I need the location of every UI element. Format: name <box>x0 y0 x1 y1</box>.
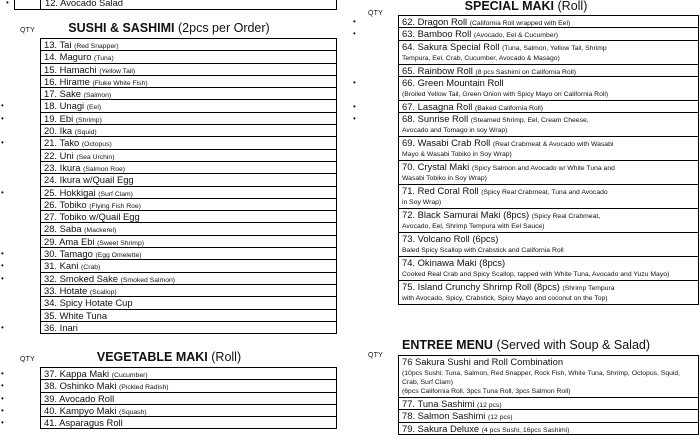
qty-box[interactable] <box>370 281 399 304</box>
menu-row <box>1 416 336 429</box>
item-desc-line: Cooked Real Crab and Spicy Scallop, tapped with White Tuna, Avocado and Yuzu Mayo) <box>402 271 670 279</box>
marker: • <box>353 114 356 124</box>
item-desc-line: Avocado and Tomago in soy Wrap) <box>402 127 508 135</box>
item-name: 21. Tako <box>44 137 80 149</box>
qty-box[interactable] <box>370 65 399 76</box>
item-desc: (Shrimp) <box>75 116 102 124</box>
qty-box[interactable] <box>15 199 41 210</box>
qty-box[interactable] <box>15 368 41 379</box>
qty-box[interactable] <box>15 393 41 404</box>
menu-row <box>399 280 698 304</box>
entree-header <box>352 331 700 359</box>
marker: • <box>1 101 4 111</box>
menu-row <box>399 422 698 434</box>
qty-box[interactable] <box>370 398 399 409</box>
qty-box[interactable] <box>15 88 41 99</box>
qty-box[interactable] <box>15 273 41 284</box>
item-name: 31. Kani <box>44 260 79 272</box>
menu-row <box>1 112 336 124</box>
menu-row <box>41 222 336 234</box>
menu-row <box>399 184 698 208</box>
qty-label: QTY <box>368 10 383 17</box>
marker: • <box>1 138 4 148</box>
order-row <box>6 0 337 10</box>
item-desc: (Octopus) <box>81 141 112 149</box>
qty-box[interactable] <box>370 113 399 136</box>
item-desc: (Flying Fish Roe) <box>89 202 141 210</box>
menu-row <box>1 272 336 284</box>
item-name: 17. Sake <box>44 88 82 100</box>
menu-row <box>41 284 336 296</box>
item-name: 20. Ika <box>44 125 73 137</box>
item-desc: (Red Snapper) <box>74 43 119 50</box>
marker: • <box>353 17 356 26</box>
qty-label: QTY <box>20 356 35 363</box>
item-desc: (Cucumber) <box>111 372 148 379</box>
menu-row <box>399 160 698 184</box>
subtitle-text: (2pcs per Order) <box>178 21 270 35</box>
item-name: 74. Okinawa Maki (8pcs) <box>402 257 506 269</box>
marker: • <box>1 273 4 283</box>
item-desc: (4 pcs Sushi, 16pcs Sashimi) <box>481 426 570 434</box>
menu-row <box>1 99 336 112</box>
menu-row <box>41 124 336 136</box>
marker: • <box>1 249 4 259</box>
marker: • <box>1 381 4 391</box>
qty-box[interactable] <box>15 260 41 271</box>
item-desc: (Squid) <box>74 129 97 137</box>
menu-row <box>399 40 698 64</box>
item-desc: (Shrimp Tempura <box>562 285 615 293</box>
qty-box[interactable] <box>15 297 41 308</box>
marker: • <box>353 101 356 111</box>
menu-row <box>1 321 336 333</box>
menu-row <box>41 210 336 222</box>
item-desc: (Salmon) <box>83 92 112 100</box>
item-desc: (Smoked Salmon) <box>120 276 176 284</box>
qty-box[interactable] <box>15 137 41 148</box>
item-desc: (8 pcs Sashimi on California Roll) <box>475 68 576 76</box>
section-title <box>352 338 700 352</box>
entree-table <box>398 355 699 435</box>
menu-row <box>1 367 336 379</box>
item-name: 19. Ebi <box>44 112 74 124</box>
qty-label: QTY <box>368 352 383 359</box>
menu-row <box>353 15 698 27</box>
sushi-header <box>0 14 338 36</box>
qty-box[interactable] <box>15 162 41 173</box>
item-name: 15. Hamachi <box>44 63 97 75</box>
item-name: 13. Tai <box>44 39 72 50</box>
menu-row <box>1 259 336 272</box>
item-name: 73. Volcano Roll (6pcs) <box>402 233 499 245</box>
item-desc: (Eel) <box>86 104 102 112</box>
section-title <box>0 21 338 35</box>
item-name: 70. Crystal Maki <box>402 161 470 173</box>
title-text: SUSHI & SASHIMI <box>68 21 175 35</box>
item-desc-line: Baled Spicy Scallop with Crabstick and California Roll <box>402 247 564 255</box>
qty-box[interactable] <box>370 233 399 256</box>
item-name: 32. Smoked Sake <box>44 272 119 284</box>
qty-box[interactable] <box>370 209 399 232</box>
qty-box[interactable] <box>15 125 41 136</box>
item-name: 38. Oshinko Maki <box>44 380 117 392</box>
section-title <box>0 350 338 364</box>
item-desc: (Spicy Real Crabmeat, <box>531 213 601 221</box>
menu-row <box>353 27 698 40</box>
item-desc: (Steamed Shrimp, Eel, Cream Cheese, <box>470 117 589 125</box>
qty-box[interactable] <box>15 187 41 198</box>
item-name: 40. Kampyo Maki <box>44 404 117 416</box>
menu-row <box>399 208 698 232</box>
item-name: 76 Sakura Sushi and Roll Combination <box>402 356 564 367</box>
item-name: 36. Inari <box>44 321 78 333</box>
menu-row <box>41 235 336 247</box>
marker: • <box>1 393 4 403</box>
menu-row <box>41 50 336 62</box>
special-table <box>353 15 699 305</box>
item-desc: (Real Crabmeat & Avocado with Wasabi <box>492 141 614 149</box>
marker: • <box>1 369 4 378</box>
marker: • <box>1 187 4 197</box>
menu-row <box>41 149 336 161</box>
qty-box[interactable] <box>370 137 399 160</box>
qty-box[interactable] <box>370 185 399 208</box>
section-title <box>352 0 700 13</box>
qty-box[interactable] <box>370 28 399 39</box>
item-name: 26. Tobiko <box>44 198 87 210</box>
qty-box[interactable] <box>15 113 41 124</box>
item-name: 25. Hokkigai <box>44 186 96 198</box>
menu-row <box>1 136 336 149</box>
item-desc: (Scallop) <box>89 288 117 296</box>
menu-row <box>1 247 336 260</box>
qty-box[interactable] <box>15 211 41 222</box>
marker: • <box>1 322 4 332</box>
qty-box[interactable] <box>15 236 41 247</box>
menu-row <box>399 64 698 76</box>
menu-row <box>399 136 698 160</box>
item-name: 67. Lasagna Roll <box>402 100 473 112</box>
menu-row <box>41 38 336 50</box>
item-desc: (Avocado, Eel & Cucumber) <box>473 32 559 40</box>
item-name: 75. Island Crunchy Shrimp Roll (8pcs) <box>402 281 560 293</box>
marker: • <box>1 261 4 271</box>
veg-header <box>0 343 338 365</box>
menu-row <box>1 404 336 416</box>
item-desc: (Pickled Radish) <box>119 384 169 392</box>
subtitle-text: (Served with Soup & Salad) <box>496 338 651 352</box>
menu-row <box>41 75 336 87</box>
item-desc-line: with Avocado, Spicy, Crabstick, Spicy Mayo and coconut on the Top) <box>402 295 608 303</box>
marker: • <box>1 405 4 415</box>
item-name: 69. Wasabi Crab Roll <box>402 137 491 149</box>
item-name: 62. Dragon Roll <box>402 16 468 27</box>
menu-row <box>399 409 698 421</box>
qty-box[interactable] <box>15 285 41 296</box>
menu-row <box>353 112 698 136</box>
item-name: 68. Sunrise Roll <box>402 113 469 125</box>
qty-box[interactable] <box>370 77 399 100</box>
item-desc: (12 pcs) <box>487 414 513 422</box>
item-desc-line: Tempura, Eel, Crab, Cucumber, Avocado & Masago) <box>402 54 560 62</box>
item-desc: (Salmon Roe) <box>83 165 126 173</box>
item-name: 35. White Tuna <box>44 309 108 321</box>
item-name: 77. Tuna Sashimi <box>402 398 475 409</box>
item-name: 18. Unagi <box>44 100 85 112</box>
qty-box[interactable] <box>15 51 41 62</box>
item-name: 14. Maguro <box>44 51 92 63</box>
qty-label: QTY <box>20 27 35 34</box>
title-text: ENTREE MENU <box>401 338 493 352</box>
qty-box[interactable] <box>15 248 41 259</box>
item-name: 23. Ikura <box>44 161 81 173</box>
item-desc: (Crab) <box>81 264 101 272</box>
qty-box[interactable] <box>15 0 41 9</box>
item-desc: (Spicy Real Crabmeat, Tuna and Avocado <box>481 189 608 197</box>
menu-row <box>1 379 336 392</box>
item-name: 29. Ama Ebi <box>44 235 95 247</box>
title-text: VEGETABLE MAKI <box>96 350 208 364</box>
qty-box[interactable] <box>370 356 399 397</box>
item-name: 71. Red Coral Roll <box>402 185 479 197</box>
qty-box[interactable] <box>370 423 399 434</box>
item-name: 27. Tobiko w/Quail Egg <box>44 211 140 223</box>
item-name: 39. Avocado Roll <box>44 392 115 404</box>
item-name: 28. Saba <box>44 223 82 235</box>
item-desc: (12 pcs) <box>477 402 502 409</box>
qty-box[interactable] <box>370 41 399 64</box>
menu-row <box>41 161 336 173</box>
marker: • <box>1 418 4 428</box>
qty-box[interactable] <box>370 101 399 112</box>
sushi-table <box>1 38 337 334</box>
qty-box[interactable] <box>15 417 41 428</box>
subtitle-text: (Roll) <box>211 350 242 364</box>
item-desc: (Egg Omelette) <box>95 252 142 260</box>
subtitle-text: (Roll) <box>557 0 588 13</box>
item-name: 65. Rainbow Roll <box>402 64 473 76</box>
qty-box[interactable] <box>15 150 41 161</box>
item-desc-line: (Broiled Yellow Tail, Green Onion with Spicy Mayo on California Roll) <box>402 90 609 98</box>
item-name: 63. Bamboo Roll <box>402 28 472 40</box>
item-name: 79. Sakura Deluxe <box>402 422 480 434</box>
qty-box[interactable] <box>15 310 41 321</box>
menu-row <box>41 296 336 308</box>
item-desc-line: (10pcs Sushi: Tuna, Salmon, Red Snapper, Rock Fish, White Tuna, Shrimp, Octopus, Squid, Crab, Surf Clam) <box>402 370 681 386</box>
marker: • <box>353 29 356 39</box>
item-desc: (Sea Urchin) <box>76 153 115 161</box>
item-name: 64. Sakura Special Roll <box>402 40 500 52</box>
item-name: 33. Hotate <box>44 284 88 296</box>
menu-row <box>399 397 698 409</box>
qty-box[interactable] <box>15 405 41 416</box>
item-name: 66. Green Mountain Roll <box>402 76 504 88</box>
item-desc: (Mackerel) <box>84 227 117 235</box>
menu-row <box>399 355 698 397</box>
qty-box[interactable] <box>15 380 41 391</box>
menu-row <box>41 173 336 185</box>
qty-box[interactable] <box>15 223 41 234</box>
item-name: 16. Hirame <box>44 75 90 87</box>
menu-row <box>41 87 336 99</box>
marker: • <box>1 113 4 123</box>
qty-box[interactable] <box>15 322 41 333</box>
menu-row <box>353 76 698 100</box>
item-desc: (Sweet Shrimp) <box>97 239 145 247</box>
menu-row <box>41 309 336 321</box>
item-desc: (Squash) <box>119 408 147 416</box>
item-name: 78. Salmon Sashimi <box>402 410 486 422</box>
item-name: 41. Asparagus Roll <box>44 417 123 429</box>
marker: • <box>6 0 9 7</box>
item-desc: (Yellow Tail) <box>99 67 136 75</box>
menu-row <box>1 186 336 198</box>
menu-row <box>399 232 698 256</box>
item-desc: (California Roll wrapped with Eel) <box>469 20 571 27</box>
qty-box[interactable] <box>15 174 41 185</box>
qty-box[interactable] <box>370 257 399 280</box>
item-name: 24. Ikura w/Quail Egg <box>44 174 134 186</box>
item-desc: (Baked California Roll) <box>474 104 543 112</box>
veg-table <box>1 367 337 429</box>
item-name: 30. Tamago <box>44 248 93 260</box>
item-desc-line: (6pcs California Roll, 3pcs Tuna Roll, 3pcs Salmon Roll) <box>402 388 571 395</box>
menu-row <box>41 198 336 210</box>
item-desc: (Spicy Salmon and Avocado w/ White Tuna and <box>471 165 615 173</box>
marker: • <box>353 77 356 87</box>
item-name: 72. Black Samurai Maki (8pcs) <box>402 209 530 221</box>
item-name: 37. Kappa Maki <box>44 368 110 379</box>
menu-row <box>399 256 698 280</box>
item-desc: (Fluke White Fish) <box>92 79 148 87</box>
special-header <box>352 0 700 17</box>
qty-box[interactable] <box>15 64 41 75</box>
item-desc-line: in Soy Wrap) <box>402 199 442 207</box>
qty-box[interactable] <box>15 100 41 111</box>
qty-box[interactable] <box>370 161 399 184</box>
title-text: SPECIAL MAKI <box>464 0 555 13</box>
menu-row <box>41 63 336 75</box>
item-name: 22. Uni <box>44 149 74 161</box>
qty-box[interactable] <box>370 410 399 421</box>
item-desc: (Surf Clam) <box>98 190 133 198</box>
item-desc-line: Wasabi Tobiko in Soy Wrap) <box>402 175 487 183</box>
qty-box[interactable] <box>15 76 41 87</box>
qty-box[interactable] <box>15 39 41 50</box>
menu-row <box>1 392 336 404</box>
item-desc-line: Mayo & Wasabi Tobiko in Soy Wrap) <box>402 151 512 159</box>
qty-box[interactable] <box>370 16 399 27</box>
menu-row <box>353 100 698 112</box>
item-label: 12. Avocado Salad <box>45 0 124 8</box>
item-desc: (Tuna) <box>94 55 114 63</box>
item-desc: (Tuna, Salmon, Yellow Tail, Shrimp <box>502 44 607 52</box>
item-name: 34. Spicy Hotate Cup <box>44 297 133 309</box>
item-desc-line: Avocado, Eel, Shrimp Tempura with Eel Sauce) <box>402 223 545 231</box>
